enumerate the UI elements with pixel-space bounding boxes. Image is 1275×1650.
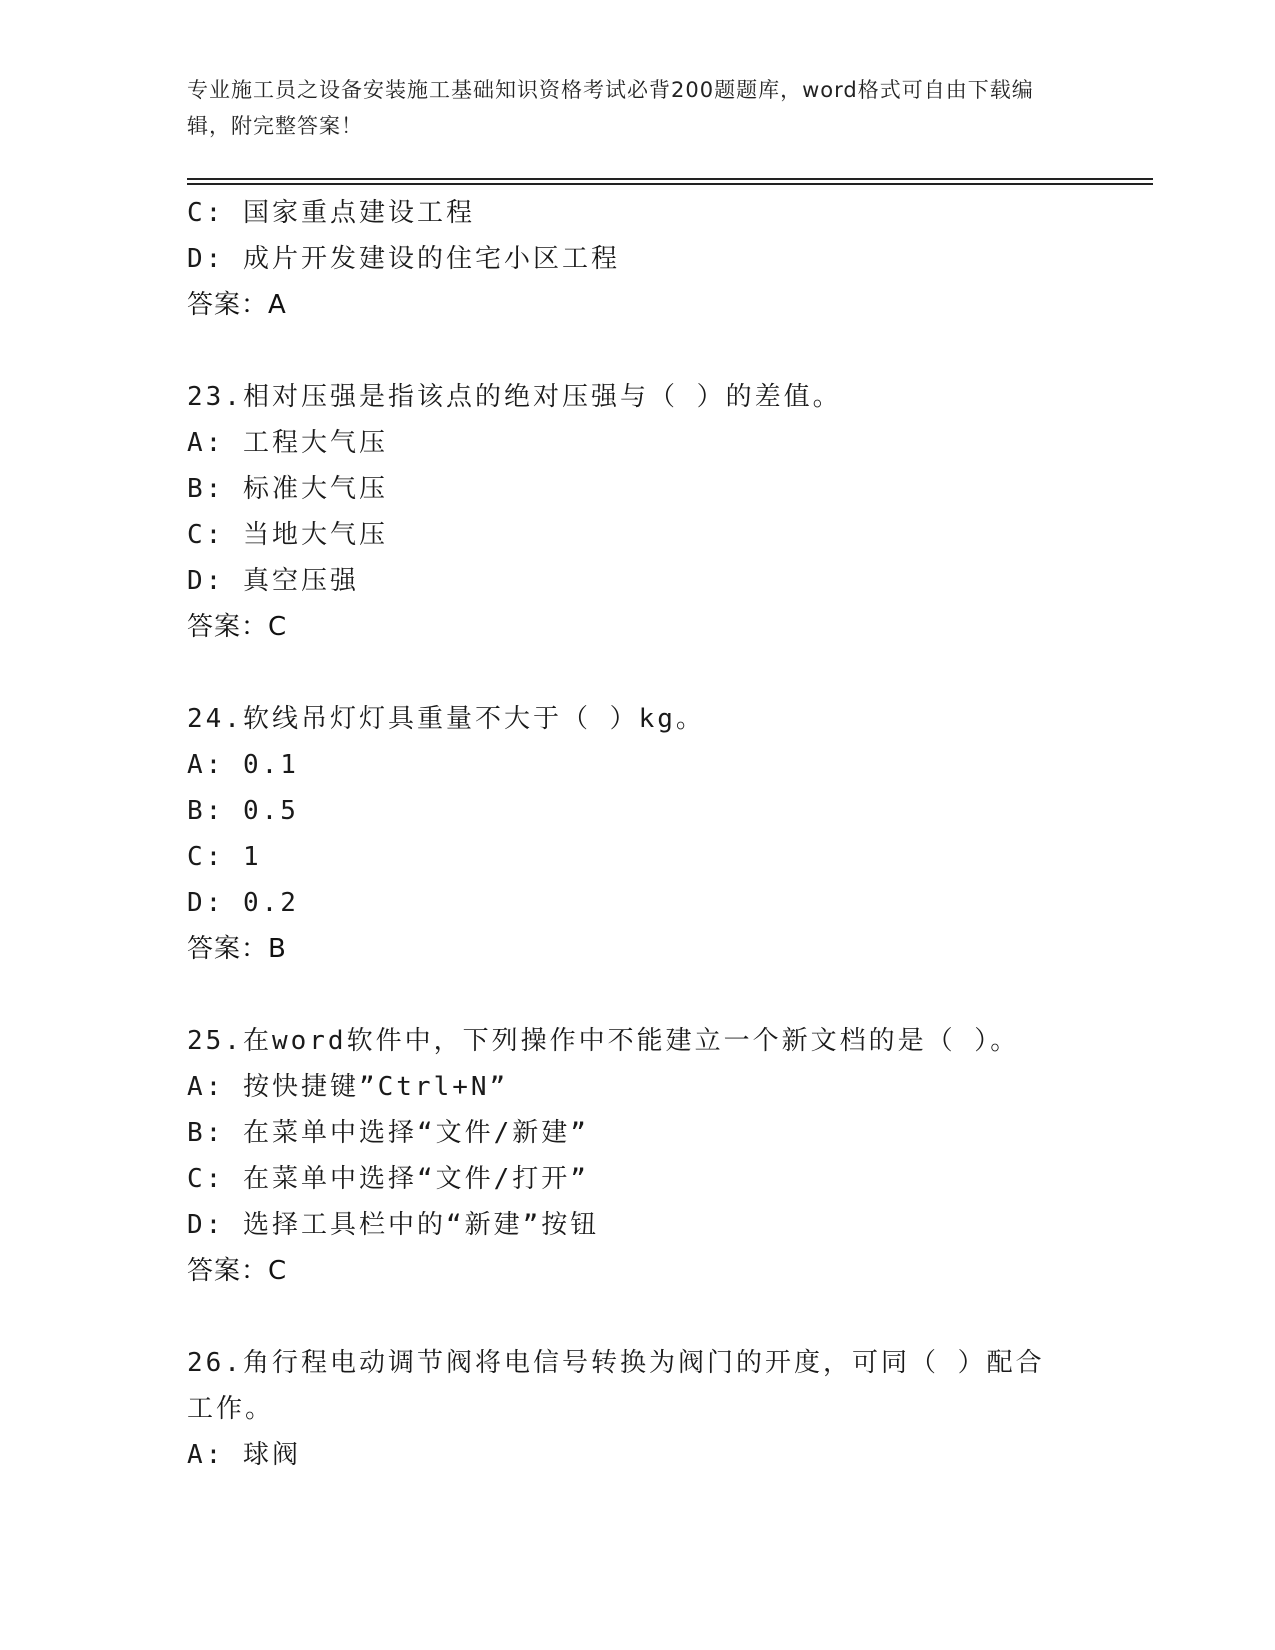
spacer [187,328,1087,374]
question-text: 24.软线吊灯灯具重量不大于（ ）kg。 [187,704,705,734]
option-a: A: 0.1 [187,750,299,780]
spacer [187,650,1087,696]
option-d: D: 真空压强 [187,566,359,596]
option-a: A: 工程大气压 [187,428,388,458]
option-c: C: 1 [187,842,262,872]
answer-line: 答案：C [187,1256,288,1286]
question-23 [187,374,1087,650]
option-d: D: 0.2 [187,888,299,918]
option-b: B: 0.5 [187,796,299,826]
option-b: B: 标准大气压 [187,474,388,504]
option-c: C: 当地大气压 [187,520,388,550]
option-a: A: 按快捷键”Ctrl+N” [187,1072,509,1102]
answer-line: 答案：C [187,612,288,642]
document-header: 专业施工员之设备安装施工基础知识资格考试必背200题题库，word格式可自由下载编辑，附完整答案！ [187,78,1034,138]
option-d: D: 成片开发建设的住宅小区工程 [187,244,620,274]
question-text: 25.在word软件中，下列操作中不能建立一个新文档的是（ ）。 [187,1026,1020,1056]
question-22-continuation [187,190,1087,328]
answer-line: 答案：B [187,934,287,964]
spacer [187,1294,1087,1340]
option-c: C: 在菜单中选择“文件/打开” [187,1164,589,1194]
spacer [187,972,1087,1018]
question-list [187,190,1087,1478]
question-24 [187,696,1087,972]
answer-line: 答案：A [187,290,287,320]
option-d: D: 选择工具栏中的“新建”按钮 [187,1210,600,1240]
question-text: 23.相对压强是指该点的绝对压强与（ ）的差值。 [187,382,842,412]
option-a: A: 球阀 [187,1440,301,1470]
question-25 [187,1018,1087,1294]
header-divider-bottom [187,183,1153,185]
option-b: B: 在菜单中选择“文件/新建” [187,1118,589,1148]
header-divider-top [187,178,1153,180]
question-text: 26.角行程电动调节阀将电信号转换为阀门的开度，可同（ ）配合工作。 [187,1348,1045,1424]
option-c: C: 国家重点建设工程 [187,198,475,228]
question-26 [187,1340,1087,1478]
